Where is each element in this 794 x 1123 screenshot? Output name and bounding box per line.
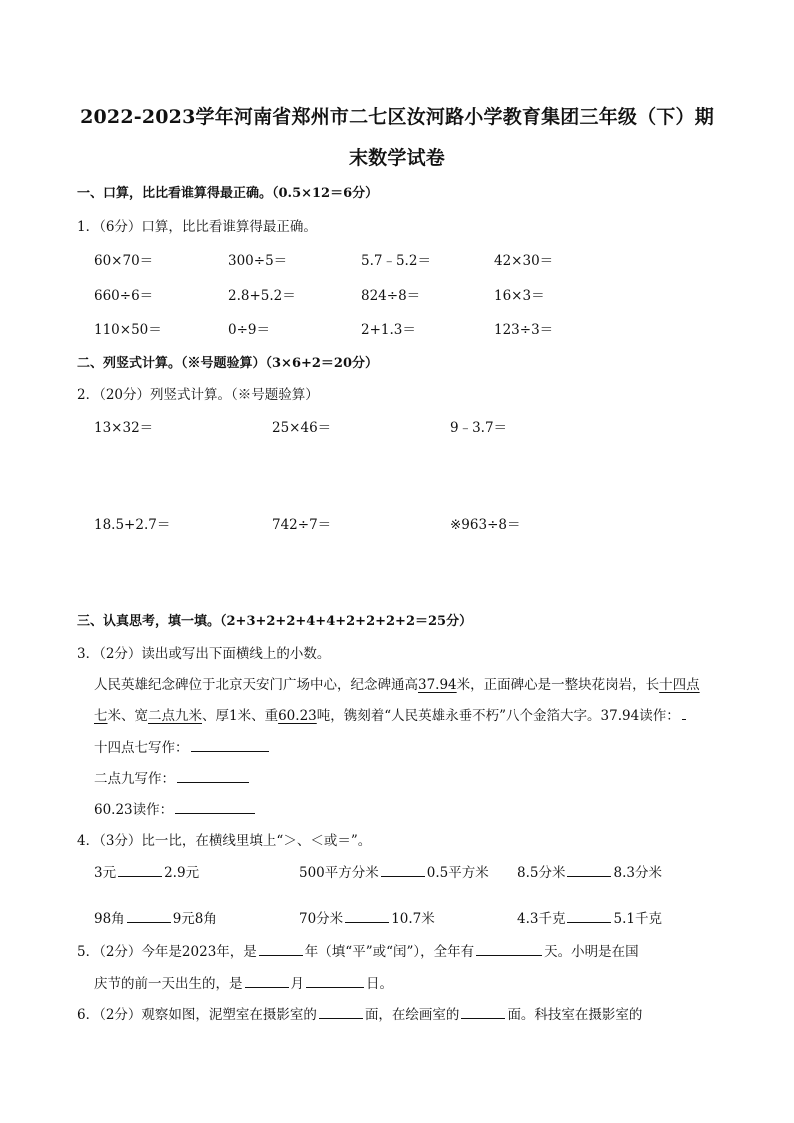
q4-comparison — [517, 861, 662, 881]
q4-right: 9元8角 — [172, 911, 217, 927]
q3-line5 — [94, 798, 257, 818]
q4-left: 3元 — [94, 865, 117, 881]
q4-stem: 4．（3分）比一比，在横线里填上“＞、＜或＝”。 — [77, 833, 372, 849]
answer-blank[interactable] — [306, 975, 364, 988]
q1-stem: 1．（6分）口算，比比看谁算得最正确。 — [77, 219, 317, 235]
q1-item: 123÷3＝ — [494, 322, 554, 338]
q4-right: 8.3分米 — [613, 865, 662, 881]
answer-blank[interactable] — [682, 707, 686, 720]
q3-underlined-number: 二点九米 — [148, 708, 202, 724]
q6-text: 6．（2分）观察如图，泥塑室在摄影室的 — [77, 1007, 317, 1023]
q4-left: 4.3千克 — [517, 911, 566, 927]
q3-text: 、厚1米、重 — [202, 708, 279, 724]
answer-blank[interactable] — [127, 910, 171, 923]
q6-text: 面。科技室在摄影室的 — [507, 1007, 643, 1023]
q1-item: 824÷8＝ — [361, 288, 421, 304]
q3-line3 — [94, 736, 271, 756]
q3-paragraph-line1 — [94, 673, 700, 693]
answer-blank[interactable] — [319, 1006, 363, 1019]
q2-item: 18.5+2.7＝ — [94, 517, 171, 533]
q2-item: 13×32＝ — [94, 420, 154, 436]
q2-item: ※963÷8＝ — [450, 517, 521, 533]
q5-text: 5．（2分）今年是2023年，是 — [77, 944, 257, 960]
q4-left: 8.5分米 — [517, 865, 566, 881]
q3-underlined-number: 十四点 — [659, 677, 700, 693]
q5-line1 — [77, 940, 639, 960]
answer-blank[interactable] — [461, 1006, 505, 1019]
q4-comparison — [299, 907, 435, 927]
q3-text: 人民英雄纪念碑位于北京天安门广场中心，纪念碑通高 — [94, 677, 418, 693]
q4-comparison — [299, 861, 489, 881]
q3-underlined-number: 60.23 — [278, 708, 317, 724]
page-title-line2: 末数学试卷 — [348, 147, 445, 169]
answer-blank[interactable] — [245, 975, 289, 988]
q1-item: 5.7﹣5.2＝ — [361, 253, 431, 269]
q4-left: 98角 — [94, 911, 125, 927]
q2-item: 25×46＝ — [272, 420, 332, 436]
q4-left: 500平方分米 — [299, 865, 379, 881]
q2-stem: 2．（20分）列竖式计算。（※号题验算） — [77, 387, 319, 403]
q5-text: 日。 — [366, 976, 393, 992]
q5-text: 天。小明是在国 — [544, 944, 639, 960]
q4-right: 0.5平方米 — [426, 865, 489, 881]
q1-item: 2+1.3＝ — [361, 322, 416, 338]
q1-item: 42×30＝ — [494, 253, 554, 269]
q3-stem: 3．（2分）读出或写出下面横线上的小数。 — [77, 646, 331, 662]
q4-right: 10.7米 — [391, 911, 435, 927]
page-title-line1: 2022-2023学年河南省郑州市二七区汝河路小学教育集团三年级（下）期 — [80, 106, 714, 128]
q5-text: 年（填“平”或“闰”），全年有 — [304, 944, 475, 960]
answer-blank[interactable] — [175, 801, 255, 814]
q4-comparison — [517, 907, 662, 927]
q6-line1 — [77, 1003, 642, 1023]
q1-item: 300÷5＝ — [228, 253, 288, 269]
q3-paragraph-line2 — [94, 704, 688, 724]
q1-item: 110×50＝ — [94, 322, 162, 338]
q2-item: 742÷7＝ — [272, 517, 332, 533]
q3-underlined-number: 37.94 — [418, 677, 457, 693]
q3-label: 十四点七写作： — [94, 740, 189, 756]
q1-item: 60×70＝ — [94, 253, 154, 269]
section-1-heading: 一、口算，比比看谁算得最正确。（0.5×12＝6分） — [77, 186, 379, 201]
answer-blank[interactable] — [345, 910, 389, 923]
q3-text: 米、宽 — [107, 708, 148, 724]
q3-text: 吨，镌刻着“人民英雄永垂不朽”八个金箔大字。37.94读作： — [316, 708, 680, 724]
answer-blank[interactable] — [118, 864, 162, 877]
q2-item: 9﹣3.7＝ — [450, 420, 508, 436]
q5-text: 庆节的前一天出生的，是 — [94, 976, 243, 992]
q3-underlined-number: 七 — [94, 708, 108, 724]
q3-line4 — [94, 767, 251, 787]
q1-item: 660÷6＝ — [94, 288, 154, 304]
q4-right: 5.1千克 — [613, 911, 662, 927]
q3-label: 60.23读作： — [94, 802, 174, 818]
answer-blank[interactable] — [191, 739, 269, 752]
q6-text: 面，在绘画室的 — [364, 1007, 460, 1023]
q1-item: 16×3＝ — [494, 288, 545, 304]
answer-blank[interactable] — [567, 864, 611, 877]
q4-right: 2.9元 — [164, 865, 200, 881]
answer-blank[interactable] — [381, 864, 425, 877]
q3-text: 米，正面碑心是一整块花岗岩，长 — [456, 677, 660, 693]
section-2-heading: 二、列竖式计算。（※号题验算）（3×6+2＝20分） — [77, 356, 379, 371]
q5-text: 月 — [290, 976, 304, 992]
q4-left: 70分米 — [299, 911, 344, 927]
section-3-heading: 三、认真思考，填一填。（2+3+2+2+4+4+2+2+2+2＝25分） — [77, 614, 473, 629]
q4-comparison — [94, 861, 199, 881]
answer-blank[interactable] — [476, 943, 542, 956]
answer-blank[interactable] — [567, 910, 611, 923]
q4-comparison — [94, 907, 217, 927]
answer-blank[interactable] — [259, 943, 303, 956]
q5-line2 — [94, 972, 393, 992]
q1-item: 2.8+5.2＝ — [228, 288, 296, 304]
q3-label: 二点九写作： — [94, 771, 175, 787]
q1-item: 0÷9＝ — [228, 322, 270, 338]
answer-blank[interactable] — [177, 770, 249, 783]
